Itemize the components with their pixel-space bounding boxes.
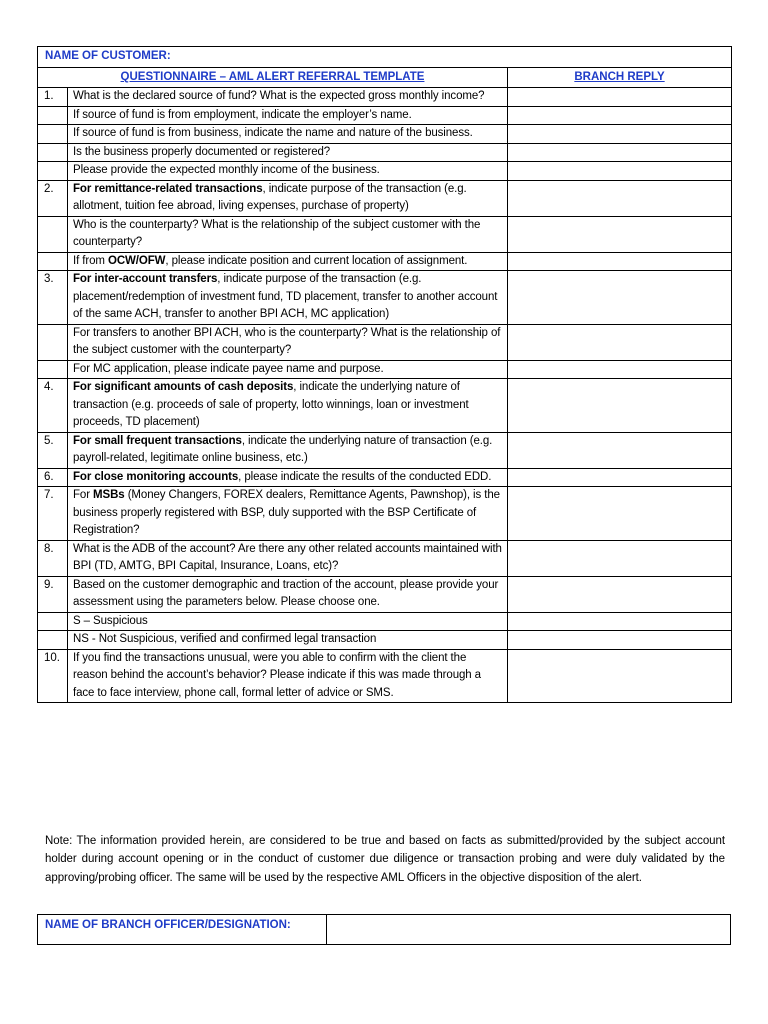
branch-reply-cell[interactable] bbox=[508, 106, 732, 125]
question-text-bold: MSBs bbox=[93, 489, 125, 501]
question-text-part: , indicate purpose of the transaction (e.g. allotment, tuition fee abroad, living expenses, purchase of property) bbox=[73, 182, 467, 212]
branch-reply-cell[interactable] bbox=[508, 379, 732, 433]
question-text-part: , please indicate the results of the conducted EDD. bbox=[238, 470, 492, 483]
question-text bbox=[68, 468, 508, 487]
questionnaire-table bbox=[37, 46, 732, 703]
table-row bbox=[38, 162, 732, 181]
question-text bbox=[68, 649, 508, 703]
table-row bbox=[38, 360, 732, 379]
question-text-bold: For remittance-related transactions bbox=[73, 182, 263, 195]
question-text-bold: For close monitoring accounts bbox=[73, 470, 239, 483]
table-row bbox=[38, 379, 732, 433]
branch-reply-cell[interactable] bbox=[508, 540, 732, 576]
question-text-part: For bbox=[73, 489, 94, 501]
question-number: 7. bbox=[38, 487, 68, 541]
question-text-part: What is the declared source of fund? What is the expected gross monthly income? bbox=[73, 90, 485, 102]
question-number bbox=[38, 631, 68, 650]
question-number: 4. bbox=[38, 379, 68, 433]
branch-reply-cell[interactable] bbox=[508, 271, 732, 325]
question-text-part: For MC application, please indicate payee name and purpose. bbox=[73, 362, 384, 375]
question-number: 6. bbox=[38, 468, 68, 487]
question-text-part: If source of fund is from business, indicate the name and nature of the business. bbox=[73, 127, 473, 139]
question-text bbox=[68, 162, 508, 181]
question-number: 3. bbox=[38, 271, 68, 325]
table-row bbox=[38, 125, 732, 144]
disclaimer-note: Note: The information provided herein, are considered to be true and based on facts as submitted/provided by the subject account holder during account opening or in the conduct of customer due diligence or transaction probing and were duly validated by the approving/probing officer. The same will be used by the respective AML Officers in the objective disposition of the alert. bbox=[45, 835, 725, 884]
signature-table bbox=[37, 914, 731, 945]
question-text bbox=[68, 143, 508, 162]
branch-officer-label: NAME OF BRANCH OFFICER/DESIGNATION: bbox=[38, 915, 327, 945]
table-row bbox=[38, 216, 732, 252]
question-text-part: Is the business properly documented or registered? bbox=[73, 145, 331, 158]
question-text bbox=[68, 612, 508, 631]
question-text-part: , please indicate position and current location of assignment. bbox=[165, 254, 468, 267]
question-text bbox=[68, 106, 508, 125]
table-row bbox=[38, 540, 732, 576]
branch-officer-field[interactable] bbox=[327, 915, 731, 945]
table-row bbox=[38, 468, 732, 487]
table-row bbox=[38, 106, 732, 125]
question-number: 10. bbox=[38, 649, 68, 703]
branch-reply-cell[interactable] bbox=[508, 468, 732, 487]
question-text bbox=[68, 324, 508, 360]
question-text-part: NS - Not Suspicious, verified and confirmed legal transaction bbox=[73, 633, 377, 645]
table-row bbox=[38, 649, 732, 703]
question-text-bold: For small frequent transactions bbox=[73, 434, 242, 447]
table-row bbox=[38, 432, 732, 468]
question-number bbox=[38, 162, 68, 181]
question-number: 5. bbox=[38, 432, 68, 468]
question-text bbox=[68, 88, 508, 107]
table-row bbox=[38, 324, 732, 360]
branch-reply-cell[interactable] bbox=[508, 649, 732, 703]
question-number: 1. bbox=[38, 88, 68, 107]
question-number bbox=[38, 143, 68, 162]
question-text bbox=[68, 379, 508, 433]
question-number bbox=[38, 324, 68, 360]
question-text-part: Who is the counterparty? What is the relationship of the subject customer with the counterparty? bbox=[73, 218, 481, 248]
branch-reply-cell[interactable] bbox=[508, 576, 732, 612]
question-number bbox=[38, 106, 68, 125]
branch-reply-cell[interactable] bbox=[508, 143, 732, 162]
question-number bbox=[38, 125, 68, 144]
branch-reply-header: BRANCH REPLY bbox=[508, 68, 732, 88]
question-number bbox=[38, 360, 68, 379]
question-number: 8. bbox=[38, 540, 68, 576]
question-text bbox=[68, 487, 508, 541]
question-text bbox=[68, 252, 508, 271]
branch-reply-cell[interactable] bbox=[508, 125, 732, 144]
table-row bbox=[38, 143, 732, 162]
table-header-row bbox=[38, 68, 732, 88]
branch-reply-cell[interactable] bbox=[508, 88, 732, 107]
question-text bbox=[68, 180, 508, 216]
question-text-part: , indicate the underlying nature of transaction (e.g. payroll-related, legitimate online business, etc.) bbox=[73, 434, 493, 464]
branch-reply-cell[interactable] bbox=[508, 180, 732, 216]
question-text-part: (Money Changers, FOREX dealers, Remittance Agents, Pawnshop), is the business properly registered with BSP, duly supported with the BSP Certificate of Registration? bbox=[73, 489, 500, 536]
question-text-part: S – Suspicious bbox=[73, 614, 148, 627]
question-number: 2. bbox=[38, 180, 68, 216]
question-text bbox=[68, 432, 508, 468]
question-number bbox=[38, 252, 68, 271]
questionnaire-title: QUESTIONNAIRE – AML ALERT REFERRAL TEMPLATE bbox=[38, 68, 508, 88]
question-text-part: What is the ADB of the account? Are there any other related accounts maintained with BPI (TD, AMTG, BPI Capital, Insurance, Loans, etc)? bbox=[73, 542, 502, 572]
question-text-bold: OCW/OFW bbox=[107, 254, 166, 267]
question-text bbox=[68, 125, 508, 144]
branch-reply-cell[interactable] bbox=[508, 252, 732, 271]
question-text bbox=[68, 360, 508, 379]
question-text bbox=[68, 540, 508, 576]
branch-reply-cell[interactable] bbox=[508, 432, 732, 468]
table-row bbox=[38, 631, 732, 650]
question-text bbox=[68, 576, 508, 612]
customer-name-label: NAME OF CUSTOMER: bbox=[38, 47, 732, 68]
table-row bbox=[38, 252, 732, 271]
question-text-part: If from bbox=[73, 254, 108, 267]
question-text bbox=[68, 216, 508, 252]
table-row bbox=[38, 487, 732, 541]
branch-reply-cell[interactable] bbox=[508, 324, 732, 360]
branch-reply-cell[interactable] bbox=[508, 631, 732, 650]
question-number bbox=[38, 612, 68, 631]
question-text-bold: For inter-account transfers bbox=[73, 273, 218, 285]
question-text-part: Based on the customer demographic and traction of the account, please provide your assessment using the parameters below. Please choose one. bbox=[73, 578, 499, 608]
question-text bbox=[68, 631, 508, 650]
question-text-part: If you find the transactions unusual, were you able to confirm with the client the reason behind the account’s behavior? Please indicate if this was made through a face to face interview, phone call, formal letter of advice or SMS. bbox=[73, 651, 481, 699]
question-text-part: If source of fund is from employment, indicate the employer’s name. bbox=[73, 108, 412, 121]
question-text-part: , indicate purpose of the transaction (e.g. placement/redemption of investment fund, TD placement, transfer to another account of the same ACH, transfer to another BPI ACH, MC application) bbox=[73, 273, 498, 320]
table-row bbox=[38, 612, 732, 631]
branch-reply-cell[interactable] bbox=[508, 612, 732, 631]
question-text-bold: For significant amounts of cash deposits bbox=[73, 381, 294, 393]
question-text bbox=[68, 271, 508, 325]
question-number: 9. bbox=[38, 576, 68, 612]
customer-row bbox=[38, 47, 732, 68]
table-row bbox=[38, 180, 732, 216]
branch-reply-cell[interactable] bbox=[508, 487, 732, 541]
branch-reply-cell[interactable] bbox=[508, 360, 732, 379]
table-row bbox=[38, 88, 732, 107]
question-text-part: Please provide the expected monthly income of the business. bbox=[73, 164, 380, 176]
question-text-part: For transfers to another BPI ACH, who is the counterparty? What is the relationship of the subject customer with the counterparty? bbox=[73, 326, 501, 356]
question-number bbox=[38, 216, 68, 252]
branch-reply-cell[interactable] bbox=[508, 216, 732, 252]
branch-reply-cell[interactable] bbox=[508, 162, 732, 181]
question-text-part: , indicate the underlying nature of transaction (e.g. proceeds of sale of property, lotto winnings, loan or investment proceeds, TD placement) bbox=[73, 381, 469, 428]
table-row bbox=[38, 271, 732, 325]
table-row bbox=[38, 576, 732, 612]
